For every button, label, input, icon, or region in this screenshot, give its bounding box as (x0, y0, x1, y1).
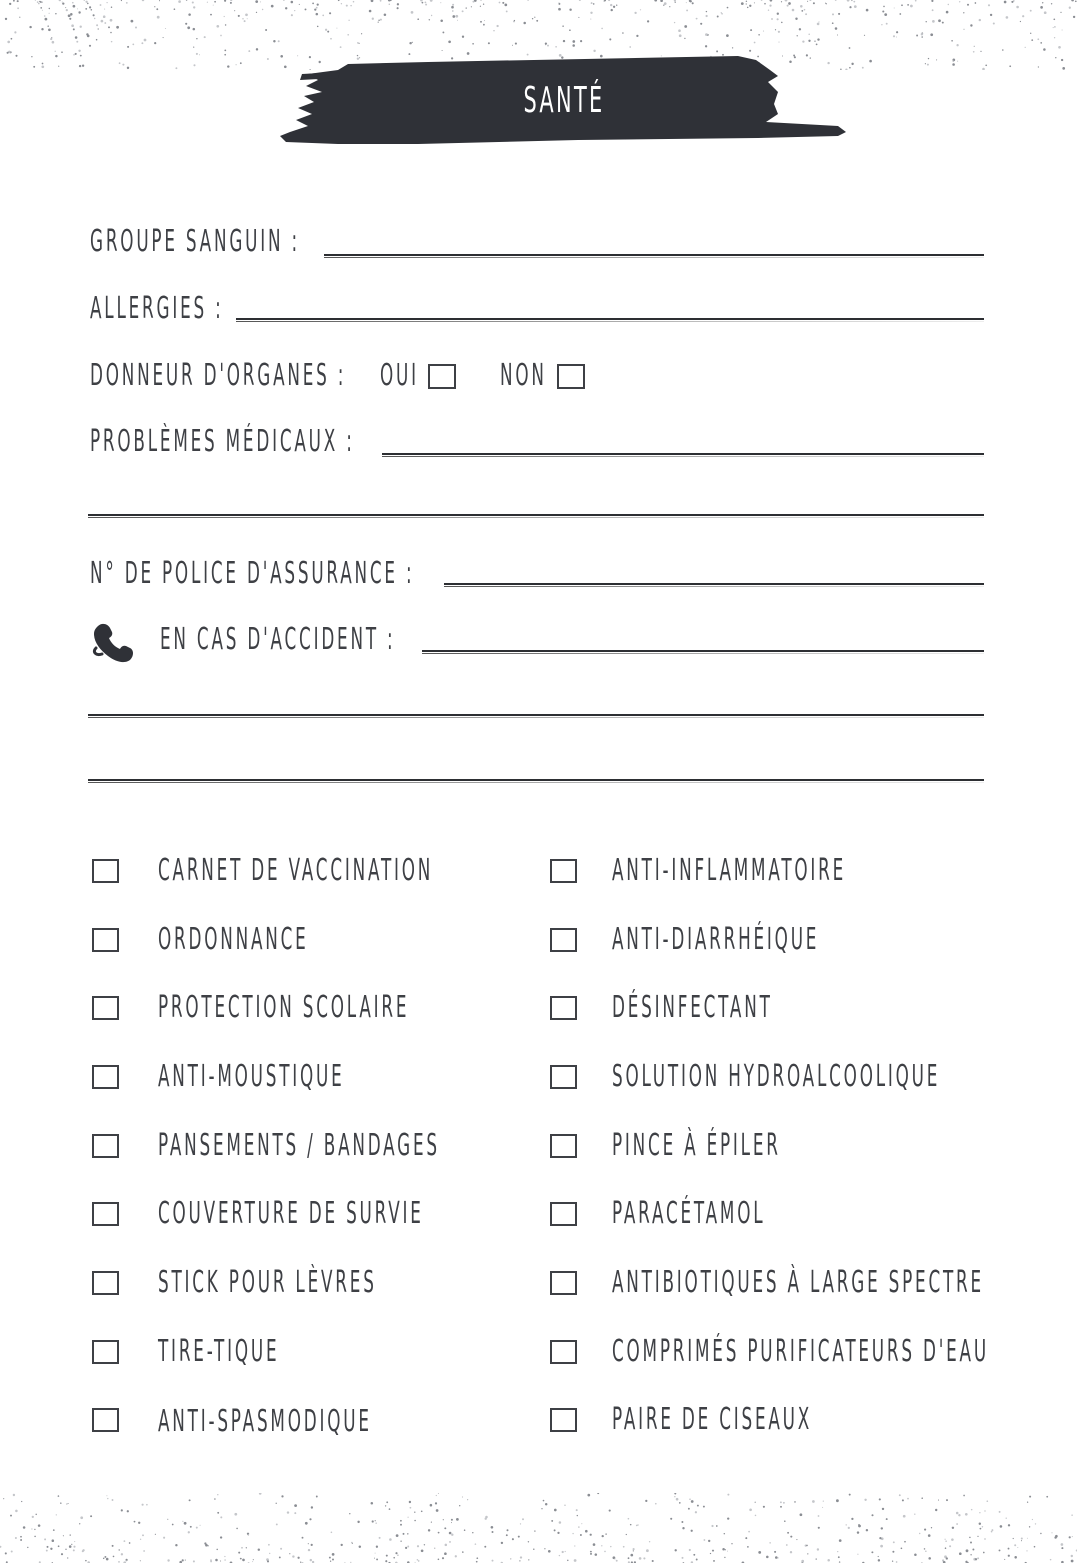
checklist-checkbox[interactable] (92, 1340, 119, 1364)
checklist-checkbox[interactable] (550, 1202, 577, 1226)
checklist-item: COMPRIMÉS PURIFICATEURS D'EAU (612, 1334, 989, 1369)
checklist-checkbox[interactable] (550, 996, 577, 1020)
medical-problems-line-2[interactable] (88, 514, 984, 516)
checklist-item: PARACÉTAMOL (612, 1196, 766, 1231)
checklist-item: PAIRE DE CISEAUX (612, 1402, 813, 1437)
checklist-item: STICK POUR LÈVRES (158, 1265, 377, 1300)
organ-donor-label: DONNEUR D'ORGANES : (90, 358, 347, 393)
checklist-item: TIRE-TIQUE (158, 1334, 280, 1369)
organ-donor-yes-checkbox[interactable] (428, 364, 456, 389)
checklist-checkbox[interactable] (92, 1134, 119, 1158)
checklist-item: ANTIBIOTIQUES À LARGE SPECTRE (612, 1265, 984, 1300)
allergies-line[interactable] (236, 318, 984, 320)
accident-line-1[interactable] (422, 650, 984, 652)
accident-line-2[interactable] (88, 714, 984, 716)
checklist-checkbox[interactable] (550, 928, 577, 952)
checklist-item: SOLUTION HYDROALCOOLIQUE (612, 1059, 941, 1094)
checklist-checkbox[interactable] (92, 1408, 119, 1432)
checklist-checkbox[interactable] (550, 859, 577, 883)
checklist-item: CARNET DE VACCINATION (158, 853, 434, 888)
checklist-checkbox[interactable] (550, 1065, 577, 1089)
checklist-checkbox[interactable] (550, 1340, 577, 1364)
telephone-icon (90, 620, 134, 664)
checklist-checkbox[interactable] (550, 1134, 577, 1158)
insurance-label: N° DE POLICE D'ASSURANCE : (90, 556, 415, 591)
accident-label: EN CAS D'ACCIDENT : (160, 622, 396, 657)
checklist-item: PROTECTION SCOLAIRE (158, 990, 410, 1025)
checklist-item: DÉSINFECTANT (612, 990, 773, 1025)
checklist-checkbox[interactable] (92, 1271, 119, 1295)
checklist-checkbox[interactable] (550, 1271, 577, 1295)
checklist-checkbox[interactable] (92, 928, 119, 952)
checklist-item: ANTI-INFLAMMATOIRE (612, 853, 847, 888)
blood-group-label: GROUPE SANGUIN : (90, 224, 300, 259)
checklist-item: PANSEMENTS / BANDAGES (158, 1128, 440, 1163)
checklist-checkbox[interactable] (92, 996, 119, 1020)
medical-problems-line-1[interactable] (382, 453, 984, 455)
checklist-item: COUVERTURE DE SURVIE (158, 1196, 424, 1231)
checklist-item: ANTI-MOUSTIQUE (158, 1059, 345, 1094)
organ-donor-no-checkbox[interactable] (557, 364, 585, 389)
checklist-checkbox[interactable] (550, 1408, 577, 1432)
checklist-item: ORDONNANCE (158, 922, 309, 957)
allergies-label: ALLERGIES : (90, 291, 224, 326)
medical-problems-label: PROBLÈMES MÉDICAUX : (90, 424, 355, 459)
organ-donor-no-label: NON (500, 358, 547, 393)
organ-donor-yes-label: OUI (380, 358, 419, 393)
checklist-item: ANTI-SPASMODIQUE (158, 1404, 372, 1439)
checklist-item: ANTI-DIARRHÉIQUE (612, 922, 820, 957)
title-banner (278, 52, 850, 148)
page-title: SANTÉ (523, 79, 605, 121)
insurance-line[interactable] (444, 583, 984, 585)
bottom-speckle-texture (0, 1493, 1077, 1563)
checklist-checkbox[interactable] (92, 1065, 119, 1089)
blood-group-line[interactable] (324, 254, 984, 256)
accident-line-3[interactable] (88, 779, 984, 781)
checklist-checkbox[interactable] (92, 1202, 119, 1226)
checklist-item: PINCE À ÉPILER (612, 1128, 781, 1163)
checklist-checkbox[interactable] (92, 859, 119, 883)
